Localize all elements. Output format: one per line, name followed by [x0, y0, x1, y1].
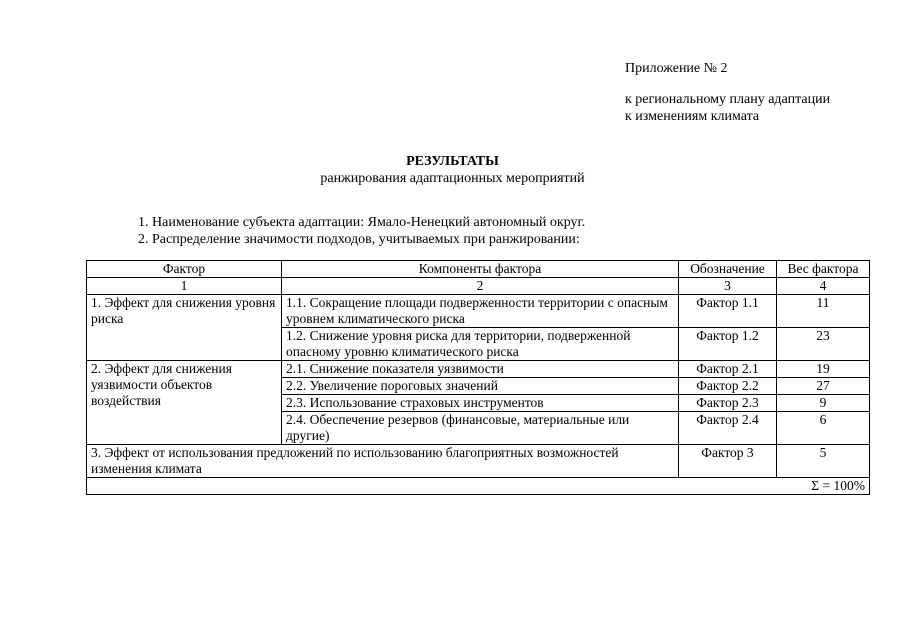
table-row — [87, 361, 870, 378]
weight-2-3: 9 — [777, 395, 870, 412]
factor-3-cell: 3. Эффект от использования предложений по использованию благоприятных возможностей изменения климата — [87, 445, 679, 478]
component-2-3: 2.3. Использование страховых инструментов — [282, 395, 679, 412]
component-2-1: 2.1. Снижение показателя уязвимости — [282, 361, 679, 378]
total-sum: Σ = 100% — [87, 478, 870, 495]
code-2-1: Фактор 2.1 — [679, 361, 777, 378]
document-subtitle: ранжирования адаптационных мероприятий — [320, 171, 585, 186]
appendix-line-1: к региональному плану адаптации — [625, 92, 831, 107]
column-number-2: 2 — [282, 278, 679, 295]
intro-item-2: 2. Распределение значимости подходов, учитываемых при ранжировании: — [138, 232, 580, 247]
intro-item-1: 1. Наименование субъекта адаптации: Ямало-Ненецкий автономный округ. — [138, 215, 586, 230]
weight-2-1: 19 — [777, 361, 870, 378]
weight-2-2: 27 — [777, 378, 870, 395]
code-2-2: Фактор 2.2 — [679, 378, 777, 395]
factor-1-cell: 1. Эффект для снижения уровня риска — [87, 295, 282, 361]
factor-2-cell: 2. Эффект для снижения уязвимости объектов воздействия — [87, 361, 282, 445]
intro-items — [138, 214, 585, 248]
document-title: РЕЗУЛЬТАТЫ — [406, 154, 499, 169]
column-number-4: 4 — [777, 278, 870, 295]
appendix-header — [625, 60, 830, 125]
table-header-row — [87, 261, 870, 278]
weight-1-2: 23 — [777, 328, 870, 361]
weight-3: 5 — [777, 445, 870, 478]
code-1-2: Фактор 1.2 — [679, 328, 777, 361]
component-1-1: 1.1. Сокращение площади подверженности территории с опасным уровнем климатического риска — [282, 295, 679, 328]
table-total-row — [87, 478, 870, 495]
factors-table — [86, 260, 870, 495]
column-number-1: 1 — [87, 278, 282, 295]
table-row — [87, 295, 870, 328]
header-factor: Фактор — [87, 261, 282, 278]
header-components: Компоненты фактора — [282, 261, 679, 278]
weight-1-1: 11 — [777, 295, 870, 328]
code-2-4: Фактор 2.4 — [679, 412, 777, 445]
component-2-4: 2.4. Обеспечение резервов (финансовые, материальные или другие) — [282, 412, 679, 445]
header-code: Обозначение — [679, 261, 777, 278]
component-2-2: 2.2. Увеличение пороговых значений — [282, 378, 679, 395]
code-2-3: Фактор 2.3 — [679, 395, 777, 412]
component-1-2: 1.2. Снижение уровня риска для территории, подверженной опасному уровню климатического риска — [282, 328, 679, 361]
table-row — [87, 445, 870, 478]
header-weight: Вес фактора — [777, 261, 870, 278]
appendix-line-2: к изменениям климата — [625, 109, 760, 124]
column-number-3: 3 — [679, 278, 777, 295]
table-column-numbers-row — [87, 278, 870, 295]
code-1-1: Фактор 1.1 — [679, 295, 777, 328]
weight-2-4: 6 — [777, 412, 870, 445]
appendix-number: Приложение № 2 — [625, 61, 728, 76]
code-3: Фактор 3 — [679, 445, 777, 478]
